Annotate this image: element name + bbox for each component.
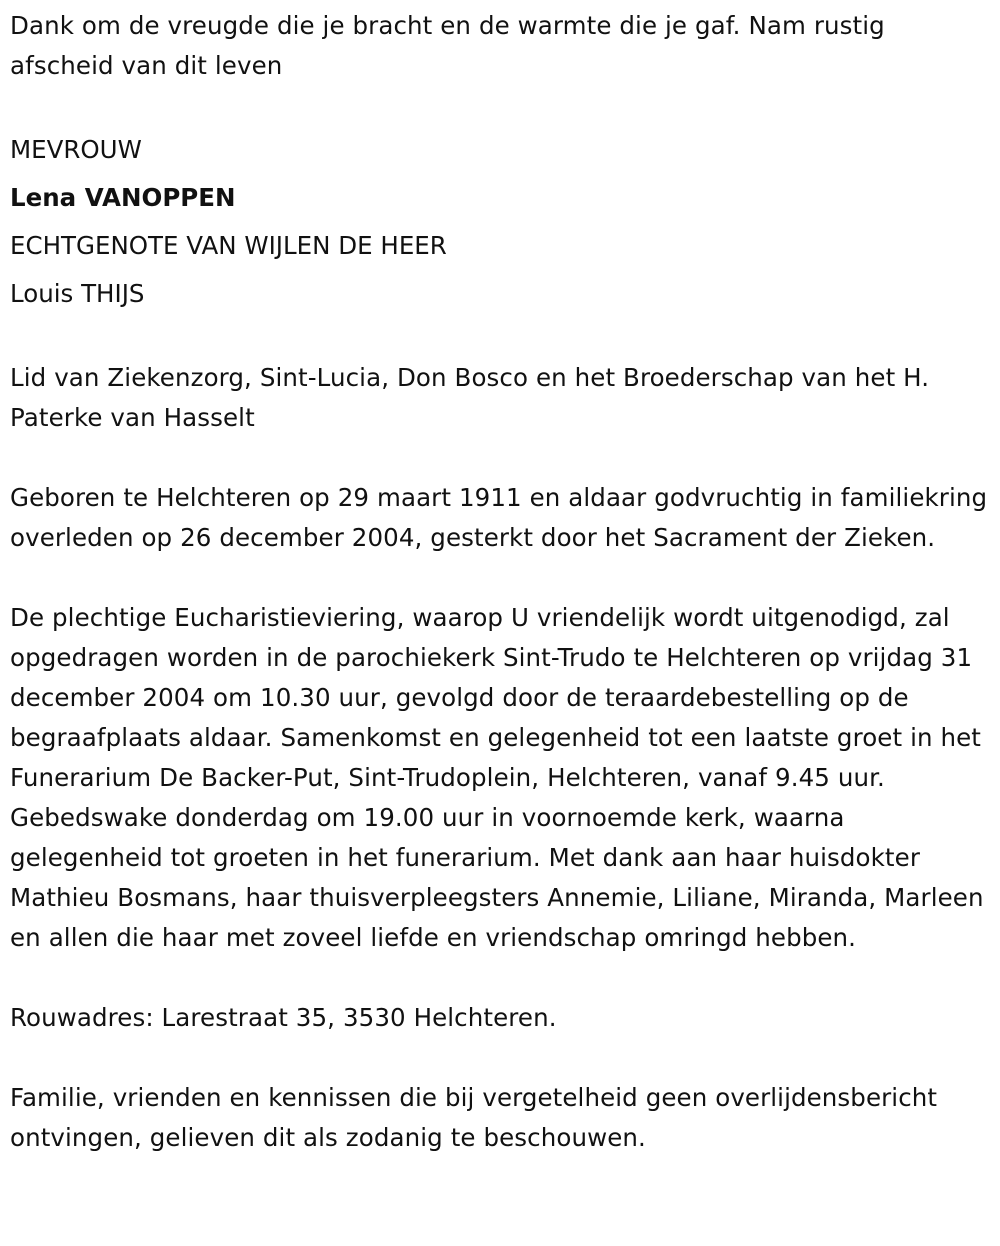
relation-line: ECHTGENOTE VAN WIJLEN DE HEER — [10, 231, 447, 260]
spouse-name: Louis THIJS — [10, 279, 145, 308]
birth-death-text: Geboren te Helchteren op 29 maart 1911 en aldaar godvruchtig in familiekring overleden op 26 december 2004, gesterkt door het Sacrament der Zieken. — [10, 483, 988, 552]
ceremony-text: De plechtige Eucharistieviering, waarop U vriendelijk wordt uitgenodigd, zal opgedragen worden in de parochiekerk Sint-Trudo te Helchteren op vrijdag 31 december 2004 om 10.30 uur, gevolgd door de teraardebestelling op de begraafplaats aldaar. Samenkomst en gelegenheid tot een laatste groet in het Funerarium De Backer-Put, Sint-Trudoplein, Helchteren, vanaf 9.45 uur. Gebedswake donderdag om 19.00 uur in voornoemde kerk, waarna gelegenheid tot groeten in het funerarium. Met dank aan haar huisdokter Mathieu Bosmans, haar thuisverpleegsters Annemie, Liliane, Miranda, Marleen en allen die haar met zoveel liefde en vriendschap omringd hebben. — [10, 603, 984, 952]
address-text: Rouwadres: Larestraat 35, 3530 Helchteren. — [10, 1003, 557, 1032]
deceased-name: Lena VANOPPEN — [10, 183, 236, 212]
closing-text: Familie, vrienden en kennissen die bij vergetelheid geen overlijdensbericht ontvingen, gelieven dit als zodanig te beschouwen. — [10, 1083, 938, 1152]
deceased-header — [10, 126, 990, 318]
membership-text: Lid van Ziekenzorg, Sint-Lucia, Don Bosco en het Broederschap van het H. Paterke van Hasselt — [10, 363, 930, 432]
honorific: MEVROUW — [10, 135, 142, 164]
intro-text: Dank om de vreugde die je bracht en de warmte die je gaf. Nam rustig afscheid van dit leven — [10, 11, 885, 80]
